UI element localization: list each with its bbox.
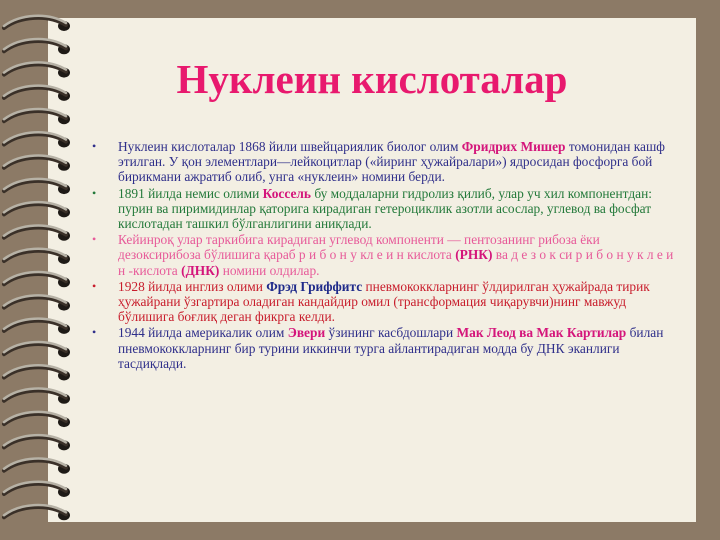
spiral-ring: [4, 202, 70, 217]
highlight-abbrev: (РНК): [455, 247, 493, 263]
spiral-ring: [4, 389, 70, 404]
bullet-item-3: [92, 232, 678, 278]
highlight-name: Фрэд Гриффитс: [266, 278, 363, 294]
highlight-abbrev: (ДНК): [181, 262, 220, 278]
bullet-text: билан пневмококкларнинг бир турини иккинчи турга айлантирадиган модда бу ДНК эканлиги тасдиқлади.: [118, 325, 664, 371]
highlight-name: Мак Леод ва Мак Картилар: [456, 325, 627, 341]
spiral-ring: [4, 505, 70, 520]
bullet-item-1: [92, 139, 678, 185]
bullet-text: томонидан кашф этилган. У қон элементлари—лейкоцитлар («йиринг ҳужайралари») ядросидан фосфорга бой бирикмани ажратиб олиб, унга «нуклеин» номини берди.: [118, 139, 665, 185]
bullet-list: [92, 139, 678, 372]
spiral-ring: [4, 16, 70, 31]
spiral-ring: [4, 179, 70, 194]
highlight-name: Фридрих Мишер: [461, 139, 566, 154]
highlight-name: Эвери: [287, 325, 326, 341]
bullet-item-2: [92, 186, 678, 232]
spiral-ring: [4, 482, 70, 497]
bullet-text: 1944 йилда америкалик олим: [118, 325, 288, 341]
bullet-marker: •: [92, 185, 97, 200]
bullet-marker: •: [92, 278, 97, 293]
bullet-text: 1891 йилда немис олими: [118, 185, 263, 201]
bullet-marker: •: [92, 325, 97, 340]
spiral-ring: [4, 342, 70, 357]
spiral-ring: [4, 412, 70, 427]
slide-title: Нуклеин кислоталар: [176, 56, 568, 102]
bullet-item-5: [92, 325, 678, 371]
spiral-ring: [4, 132, 70, 147]
spiral-ring: [4, 458, 70, 473]
bullet-text: ўзининг касбдошлари: [325, 325, 457, 341]
spiral-ring: [4, 225, 70, 240]
bullet-text: Кейинроқ улар таркибига кирадиган углевод компоненти — пентозанинг рибоза ёки дезоксирибоза бўлишига қараб р и б о н у кл е и н кислота: [118, 232, 600, 263]
bullet-text: ва д е з о к си р и б о н у к л е и н -кислота: [118, 247, 674, 278]
spiral-ring: [4, 39, 70, 54]
spiral-ring: [4, 435, 70, 450]
bullet-marker: •: [92, 232, 97, 247]
spiral-ring: [4, 295, 70, 310]
spiral-ring: [4, 109, 70, 124]
bullet-text: бу моддаларни гидролиз қилиб, улар уч хил компонентдан: пурин ва пиримидинлар қаторига кирадиган гетероциклик азотли асослар, углевод ва фосфат кислотадан ташкил бўлганлигини аниқлади.: [118, 185, 652, 232]
spiral-ring: [4, 319, 70, 334]
bullet-text: номини олдилар.: [219, 262, 320, 278]
spiral-ring: [4, 156, 70, 171]
bullet-text: 1928 йилда инглиз олими: [118, 278, 267, 294]
highlight-name: Коссель: [262, 185, 311, 201]
bullet-item-4: [92, 279, 678, 325]
spiral-ring: [4, 365, 70, 380]
bullet-text: Нуклеин кислоталар 1868 йили швейцариялик биолог олим: [118, 139, 462, 154]
bullet-marker: •: [92, 139, 97, 153]
spiral-ring: [4, 272, 70, 287]
spiral-ring: [4, 249, 70, 264]
bullet-text: пневмококкларнинг ўлдирилган ҳужайрада тирик ҳужайрани ўзгартира оладиган кандайдир омил (трансформация чиқарувчи)нинг мавжуд бўлишига боғлиқ деган фикрга келди.: [118, 278, 650, 325]
